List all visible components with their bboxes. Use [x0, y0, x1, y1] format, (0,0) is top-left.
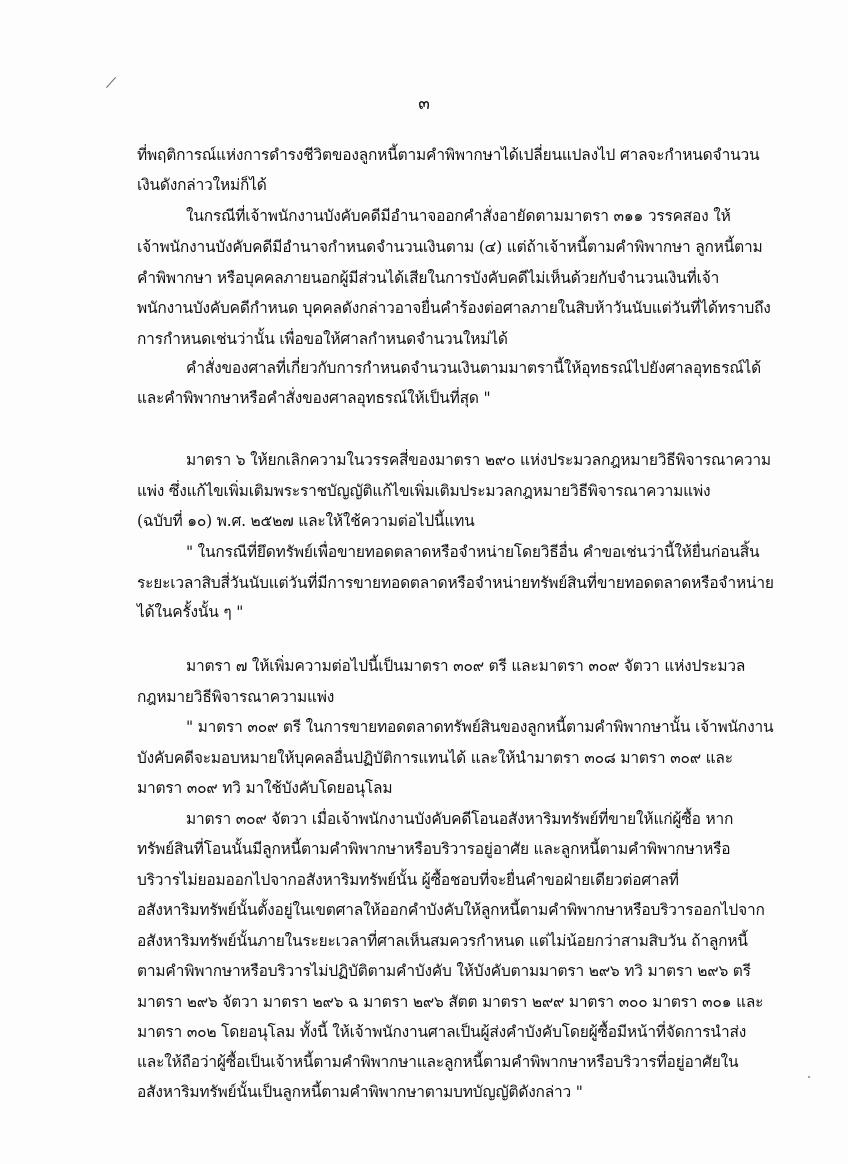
text-line: มาตรา ๗ ให้เพิ่มความต่อไปนี้เป็นมาตรา ๓๐๙ ตรี และมาตรา ๓๐๙ จัตวา แห่งประมวล [186, 657, 746, 675]
text-line: การกำหนดเช่นว่านั้น เพื่อขอให้ศาลกำหนดจำนวนใหม่ได้ [137, 330, 508, 348]
text-line: อสังหาริมทรัพย์นั้นภายในระยะเวลาที่ศาลเห็นสมควรกำหนด แต่ไม่น้อยกว่าสามสิบวัน ถ้าลูกหนี้ [137, 932, 748, 950]
text-line: คำสั่งของศาลที่เกี่ยวกับการกำหนดจำนวนเงินตามมาตรานี้ให้อุทธรณ์ไปยังศาลอุทธรณ์ได้ [186, 359, 762, 377]
scan-mark [106, 77, 116, 88]
text-line: มาตรา ๓๐๙ จัตวา เมื่อเจ้าพนักงานบังคับคดีโอนอสังหาริมทรัพย์ที่ขายให้แก่ผู้ซื้อ หาก [186, 810, 734, 828]
text-line: ระยะเวลาสิบสี่วันนับแต่วันที่มีการขายทอดตลาดหรือจำหน่ายทรัพย์สินที่ขายทอดตลาดหรือจำหน่าย [137, 574, 774, 592]
scan-speck [808, 1076, 810, 1078]
text-line: อสังหาริมทรัพย์นั้นตั้งอยู่ในเขตศาลให้ออกคำบังคับให้ลูกหนี้ตามคำพิพากษาหรือบริวารออกไปจาก [137, 901, 765, 919]
text-line: มาตรา ๓๐๙ ทวิ มาใช้บังคับโดยอนุโลม [137, 779, 393, 797]
text-line: ได้ในครั้งนั้น ๆ " [137, 603, 244, 621]
text-line: และให้ถือว่าผู้ซื้อเป็นเจ้าหนี้ตามคำพิพากษาและลูกหนี้ตามคำพิพากษาหรือบริวารที่อยู่อาศัยใน [137, 1053, 739, 1071]
text-line: คำพิพากษา หรือบุคคลภายนอกผู้มีส่วนได้เสียในการบังคับคดีไม่เห็นด้วยกับจำนวนเงินที่เจ้า [137, 269, 720, 287]
text-line: กฎหมายวิธีพิจารณาความแพ่ง [137, 688, 335, 706]
text-line: " ในกรณีที่ยึดทรัพย์เพื่อขายทอดตลาดหรือจำหน่ายโดยวิธีอื่น คำขอเช่นว่านี้ให้ยื่นก่อนสิ้น [186, 543, 760, 561]
text-line: ตามคำพิพากษาหรือบริวารไม่ปฏิบัติตามคำบังคับ ให้บังคับตามมาตรา ๒๙๖ ทวิ มาตรา ๒๙๖ ตรี [137, 962, 751, 980]
text-line: ทรัพย์สินที่โอนนั้นมีลูกหนี้ตามคำพิพากษาหรือบริวารอยู่อาศัย และลูกหนี้ตามคำพิพากษาหรือ [137, 840, 731, 858]
text-line: ในกรณีที่เจ้าพนักงานบังคับคดีมีอำนาจออกคำสั่งอายัดตามมาตรา ๓๑๑ วรรคสอง ให้ [186, 207, 731, 225]
text-line: บริวารไม่ยอมออกไปจากอสังหาริมทรัพย์นั้น ผู้ซื้อชอบที่จะยื่นคำขอฝ่ายเดียวต่อศาลที่ [137, 871, 679, 889]
text-line: มาตรา ๖ ให้ยกเลิกความในวรรคสี่ของมาตรา ๒๙๐ แห่งประมวลกฎหมายวิธีพิจารณาความ [186, 451, 771, 469]
text-line: อสังหาริมทรัพย์นั้นเป็นลูกหนี้ตามคำพิพากษาตามบทบัญญัติดังกล่าว " [137, 1083, 583, 1101]
text-line: เจ้าพนักงานบังคับคดีมีอำนาจกำหนดจำนวนเงินตาม (๔) แต่ถ้าเจ้าหนี้ตามคำพิพากษา ลูกหนี้ตาม [137, 238, 763, 256]
text-line: เงินดังกล่าวใหม่ก็ได้ [137, 176, 267, 194]
text-line: มาตรา ๒๙๖ จัตวา มาตรา ๒๙๖ ฉ มาตรา ๒๙๖ สัตต มาตรา ๒๙๙ มาตรา ๓๐๐ มาตรา ๓๐๑ และ [137, 993, 764, 1011]
text-line: และคำพิพากษาหรือคำสั่งของศาลอุทธรณ์ให้เป็นที่สุด " [137, 389, 491, 407]
text-line: " มาตรา ๓๐๙ ตรี ในการขายทอดตลาดทรัพย์สินของลูกหนี้ตามคำพิพากษานั้น เจ้าพนักงาน [186, 718, 774, 736]
text-line: แพ่ง ซึ่งแก้ไขเพิ่มเติมพระราชบัญญัติแก้ไขเพิ่มเติมประมวลกฎหมายวิธีพิจารณาความแพ่ง [137, 482, 711, 500]
text-line: บังคับคดีจะมอบหมายให้บุคคลอื่นปฏิบัติการแทนได้ และให้นำมาตรา ๓๐๘ มาตรา ๓๐๙ และ [137, 749, 733, 767]
text-line: มาตรา ๓๐๒ โดยอนุโลม ทั้งนี้ ให้เจ้าพนักงานศาลเป็นผู้ส่งคำบังคับโดยผู้ซื้อมีหน้าที่จัดการนำส่ง [137, 1023, 747, 1041]
text-line: พนักงานบังคับคดีกำหนด บุคคลดังกล่าวอาจยื่นคำร้องต่อศาลภายในสิบห้าวันนับแต่วันที่ได้ทราบถึง [137, 299, 771, 317]
text-line: ที่พฤติการณ์แห่งการดำรงชีวิตของลูกหนี้ตามคำพิพากษาได้เปลี่ยนแปลงไป ศาลจะกำหนดจำนวน [137, 146, 760, 164]
page-number: ๓ [418, 94, 430, 114]
text-line: (ฉบับที่ ๑๐) พ.ศ. ๒๕๒๗ และให้ใช้ความต่อไปนี้แทน [137, 512, 475, 530]
